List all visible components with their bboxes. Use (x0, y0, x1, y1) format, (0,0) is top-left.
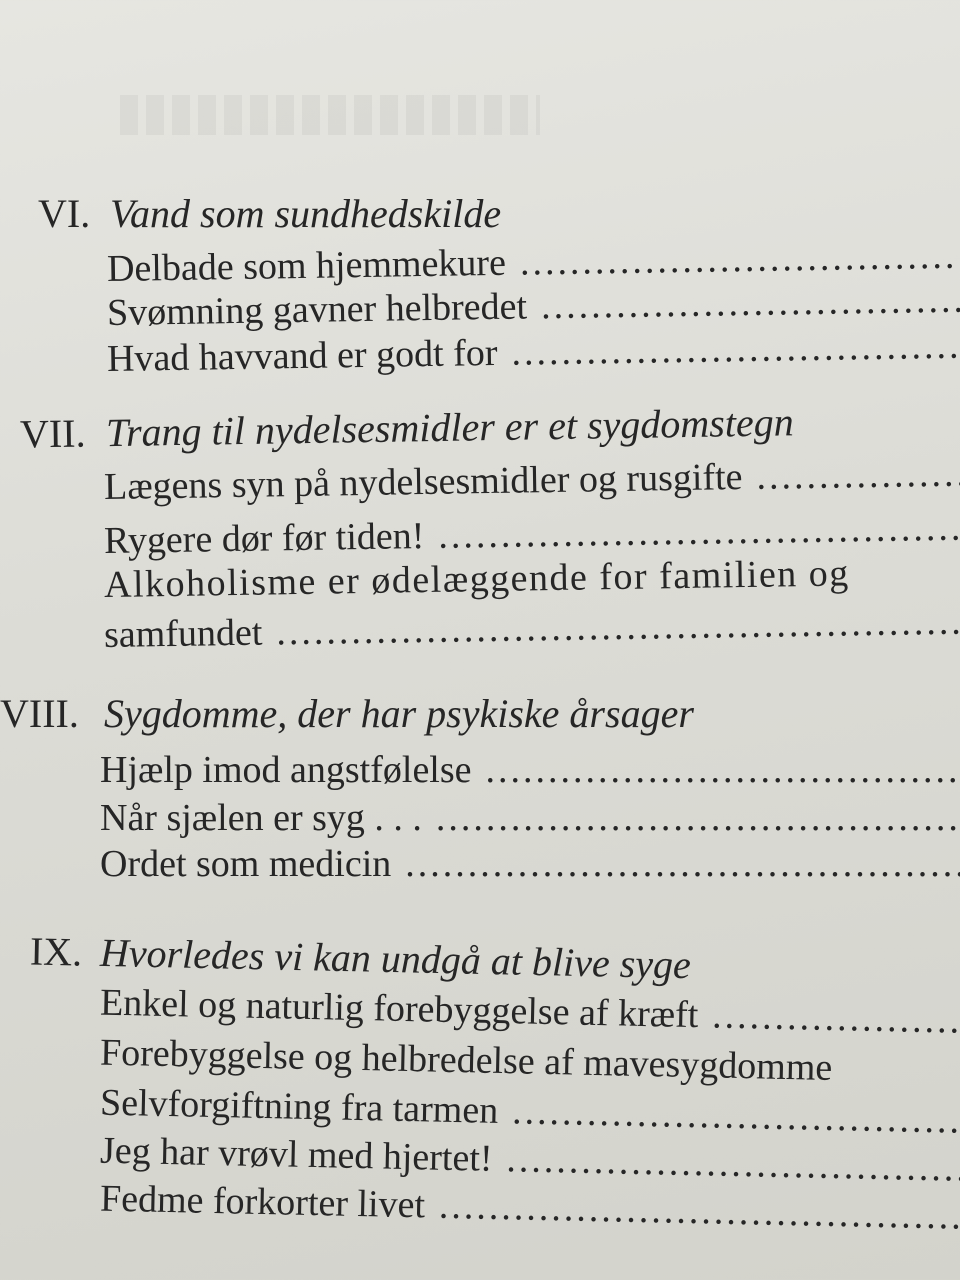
dot-leader (276, 599, 960, 654)
entry-text: Når sjælen er syg . . . (100, 797, 422, 839)
dot-leader (756, 451, 960, 499)
dot-leader (436, 796, 960, 840)
section-title: Trang til nydelsesmidler er et sygdomstegn (105, 399, 794, 456)
entry-text: Hvad havvand er godt for (106, 331, 498, 381)
entry-text: Alkoholisme er ødelæggende for familien og (103, 552, 851, 607)
entry-text: samfundet (103, 611, 263, 657)
entry-text: Svømning gavner helbredet (106, 285, 528, 335)
section-heading (0, 690, 694, 737)
entry-text: Delbade som hjemmekure (106, 241, 507, 291)
section-title: Vand som sundhedskilde (110, 191, 502, 236)
dot-leader (541, 277, 960, 328)
dot-leader (512, 1089, 960, 1143)
toc-entry (100, 796, 960, 840)
toc-entry (100, 842, 960, 886)
entry-text: Hjælp imod angstfølelse (100, 749, 472, 791)
entry-text: Selvforgiftning fra tarmen (99, 1081, 499, 1132)
section-numeral: VI. (38, 191, 91, 236)
section-heading (29, 927, 692, 988)
section-heading (19, 399, 794, 457)
section-heading (38, 190, 502, 237)
toc-entry (100, 748, 960, 792)
entry-text: Lægens syn på nydelsesmidler og rusgifte (103, 456, 743, 509)
entry-text: Forebyggelse og helbredelse af mavesygdomme (99, 1031, 833, 1089)
dot-leader (506, 1137, 960, 1191)
section-title: Hvorledes vi kan undgå at blive syge (99, 929, 692, 988)
entry-text: Ordet som medicin (100, 843, 392, 885)
entry-text: Enkel og naturlig forebyggelse af kræft (99, 981, 699, 1037)
section-title: Sygdomme, der har psykiske årsager (104, 691, 694, 736)
section-numeral: IX. (29, 928, 83, 975)
entry-text: Jeg har vrøvl med hjertet! (99, 1129, 493, 1180)
entry-text: Fedme forkorter livet (99, 1177, 426, 1227)
dot-leader (712, 993, 960, 1043)
toc-entry (104, 451, 960, 509)
toc-entry (104, 599, 960, 657)
dot-leader (405, 842, 960, 886)
dot-leader (486, 748, 960, 792)
dot-leader (439, 1184, 960, 1240)
dot-leader (511, 323, 960, 375)
show-through-text (120, 95, 540, 135)
entry-text: Rygere dør før tiden! (103, 515, 425, 563)
dot-leader (520, 233, 960, 285)
section-numeral: VIII. (0, 691, 79, 736)
section-numeral: VII. (19, 410, 86, 457)
